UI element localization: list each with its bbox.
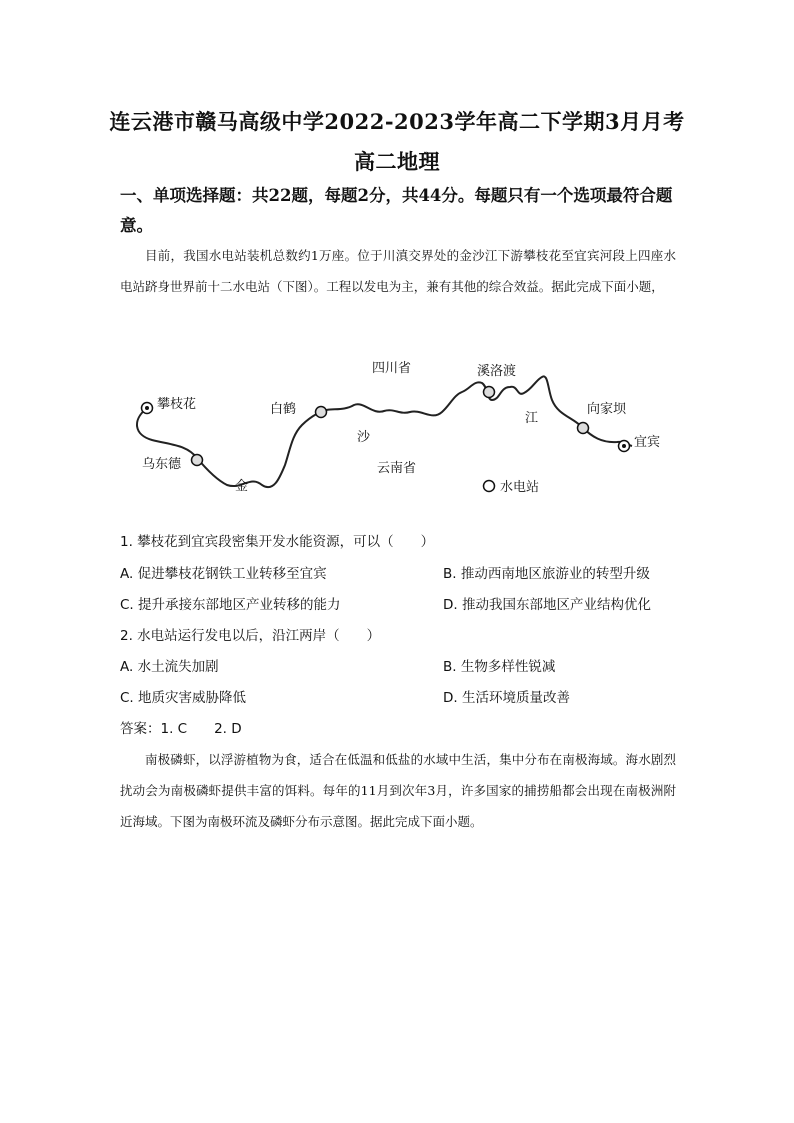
- label-sichuan: 四川省: [372, 361, 412, 376]
- baihetan-station: [316, 407, 327, 418]
- answer-key: 答案：1. C 2. D: [120, 721, 242, 737]
- label-yibin: 宜宾: [634, 435, 661, 450]
- passage-2: 南极磷虾，以浮游植物为食，适合在低温和低盐的水域中生活，集中分布在南极海域。海水剧烈扰动会为南极磷虾提供丰富的饵料。每年的11月到次年3月，许多国家的捕捞船都会出现在南极洲附近海域。下图为南极环流及磷虾分布示意图。据此完成下面小题。: [120, 752, 676, 829]
- legend-station-icon: [484, 481, 495, 492]
- label-panzhihua: 攀枝花: [157, 397, 197, 412]
- label-wudongde: 乌东德: [142, 457, 182, 472]
- label-xiluodu: 溪洛渡: [477, 364, 517, 379]
- yibin-city-dot: [622, 444, 626, 448]
- question-2-option-c: C. 地质灾害威胁降低: [120, 690, 247, 706]
- question-2-stem: 2. 水电站运行发电以后，沿江两岸（ ）: [120, 628, 381, 644]
- label-river-jiang: 江: [525, 411, 539, 426]
- jinsha-river-map: [132, 345, 692, 515]
- xiangjiaba-station: [578, 423, 589, 434]
- label-baihetan: 白鹤: [270, 402, 297, 417]
- xiluodu-station: [484, 387, 495, 398]
- question-2-option-d: D. 生活环境质量改善: [443, 690, 570, 706]
- wudongde-station: [192, 455, 203, 466]
- question-1-option-b: B. 推动西南地区旅游业的转型升级: [443, 566, 650, 582]
- legend-station-label: 水电站: [500, 480, 540, 495]
- label-xiangjiaba: 向家坝: [587, 402, 627, 417]
- label-river-jin: 金: [235, 479, 249, 494]
- question-1-option-c: C. 提升承接东部地区产业转移的能力: [120, 597, 341, 613]
- section-heading: 一、单项选择题：共22题，每题2分，共44分。每题只有一个选项最符合题意。: [120, 186, 673, 235]
- label-yunnan: 云南省: [377, 461, 417, 476]
- page-title: 连云港市赣马高级中学2022-2023学年高二下学期3月月考: [109, 109, 685, 134]
- page-subtitle: 高二地理: [354, 149, 440, 174]
- label-river-sha: 沙: [357, 430, 371, 445]
- question-1-option-a: A. 促进攀枝花钢铁工业转移至宜宾: [120, 566, 327, 582]
- passage-1: 目前，我国水电站装机总数约1万座。位于川滇交界处的金沙江下游攀枝花至宜宾河段上四座水电站跻身世界前十二水电站（下图）。工程以发电为主，兼有其他的综合效益。据此完成下面小题，: [120, 248, 676, 294]
- question-1-stem: 1. 攀枝花到宜宾段密集开发水能资源，可以（ ）: [120, 534, 435, 550]
- question-2-option-a: A. 水土流失加剧: [120, 659, 219, 675]
- panzhihua-city-dot: [145, 406, 149, 410]
- question-2-option-b: B. 生物多样性锐减: [443, 659, 556, 675]
- question-1-option-d: D. 推动我国东部地区产业结构优化: [443, 597, 651, 613]
